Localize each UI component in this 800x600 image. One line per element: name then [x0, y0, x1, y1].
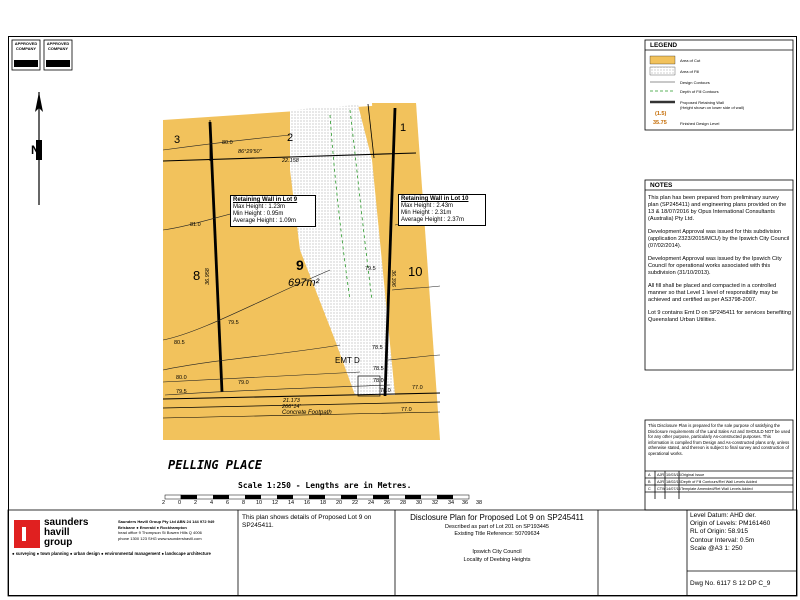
revision-table: [646, 472, 792, 493]
contour-label: 78.0: [380, 388, 391, 394]
retaining-wall-lot10-box: [398, 194, 486, 226]
lot-8-label: 8: [193, 268, 201, 283]
easement-label: EMT D: [335, 356, 360, 365]
contour-label: 77.0: [401, 407, 412, 413]
scale-ticks: 2 0 2 4 6 8 10 12 14 16 18 20 22 24 26 28 30 32 34 36 38: [162, 500, 483, 506]
wall-avg: Average Height : 1.09m: [233, 218, 296, 224]
drawing-number: Dwg No. 6117 S 12 DP C_9: [690, 580, 771, 587]
legend-item: Proposed Retaining Wall: [680, 100, 724, 105]
plan-description: This plan shows details of Proposed Lot 9 on SP245411.: [242, 514, 372, 529]
badge-label: APPROVED COMPANY: [14, 41, 38, 51]
legend-item: Design Contours: [680, 80, 710, 85]
contour-label: 78.5: [372, 345, 383, 351]
street-name: PELLING PLACE: [168, 458, 262, 472]
plan-subtitle: Described as part of Lot 201 on SP193445 Existing Title Reference: 50709634: [445, 524, 549, 537]
company-name: saunders havill group: [44, 517, 89, 548]
footpath-label: Concrete Footpath: [282, 410, 332, 416]
company-details: Saunders Havill Group Pty Ltd ABN 24 144 972 949 Brisbane ● Emerald ● Rockhampton head office 9 Thompson St Bowen Hills Q 4006 phone 1300 123 SHG www.saundershavill.com: [118, 519, 215, 541]
wall-title: Retaining Wall in Lot 10: [401, 196, 469, 202]
disclosure-text: This Disclosure Plan is prepared for the sole purpose of satisfying the Disclosure requirements of the Land Sales Act and SHOULD NOT be used for any other purpose, particularly As-constructed purposes. This information is compiled from Design and As-constructed plans only, unless otherwise stated, and thereon is subject to final survey and construction of operational works.: [648, 423, 791, 456]
contour-label: 79.5: [176, 389, 187, 395]
company-tagline: ● surveying ● town planning ● urban design ● environmental management ● landscape architecture: [12, 551, 211, 556]
note-paragraph: Development Approval was issued for this subdivision (application 2323/2015/MCU) by the Ipswich City Council (07/02/2014).: [648, 229, 790, 249]
legend-item: Finished Design Level: [680, 121, 720, 126]
revision-row: B AJR 18/02/15 Depth of Fill Contours/Ret Wall Levels Added: [648, 480, 757, 484]
lot-10-label: 10: [408, 264, 423, 279]
distance-top: 22.158: [282, 158, 299, 164]
wall-avg: Average Height : 2.37m: [401, 217, 464, 223]
legend-item: Area of Cut: [680, 58, 701, 63]
retaining-wall-lot9-box: [230, 195, 316, 227]
bearing-bottom: 266°14': [282, 404, 301, 410]
wall-min: Min Height : 2.31m: [401, 210, 452, 216]
company-logo-icon: [14, 520, 40, 548]
revision-row: A AJR 10/03/14 Original Issue: [648, 473, 705, 477]
legend-title: LEGEND: [650, 42, 678, 49]
contour-label: 80.0: [176, 375, 187, 381]
notes-body: [648, 195, 791, 330]
revision-row: C CTW 14/07/16 Template Amended/Ret Wall Levels Added: [648, 487, 753, 491]
legend-item: Depth of Fill Contours: [680, 89, 719, 94]
distance-bottom: 21.173: [283, 398, 300, 404]
legend-item: 35.75: [653, 120, 667, 126]
north-label: N: [31, 143, 40, 157]
contour-label: 79.0: [238, 380, 249, 386]
note-paragraph: Development Approval was issued by the Ipswich City Council for operational works associated with this subdivision (31/10/2013).: [648, 256, 782, 276]
lot-3-label: 3: [174, 134, 181, 146]
contour-label: 79.5: [228, 320, 239, 326]
contour-label: 80.0: [222, 140, 233, 146]
lot-9-number: 9: [296, 257, 304, 273]
wall-min: Min Height : 0.95m: [233, 211, 284, 217]
scale-title: Scale 1:250 - Lengths are in Metres.: [238, 481, 412, 490]
note-paragraph: This plan has been prepared from preliminary survey plan (SP245411) and engineering plans provided on the 13 & 18/07/2016 by Opus International Consultants (Australia) Pty Ltd.: [648, 195, 787, 222]
contour-label: 77.0: [412, 385, 423, 391]
scale-bar: [165, 495, 469, 499]
plan-council: Ipswich City Council Locality of Deebing Heights: [463, 549, 531, 563]
level-info: Level Datum: AHD der. Origin of Levels: PM161460 RL of Origin: 58.915 Contour Interval: 0.5m Scale @A3 1: 250: [690, 512, 771, 552]
contour-label: 80.5: [174, 340, 185, 346]
legend-item: (1.5): [655, 111, 667, 117]
wall-max: Max Height : 1.23m: [233, 204, 286, 210]
legend-item: (Height shown on lower side of wall): [680, 105, 745, 110]
contour-label: 78.0: [373, 378, 384, 384]
wall-max: Max Height : 2.43m: [401, 203, 454, 209]
note-paragraph: All fill shall be placed and compacted in a controlled manner so that Level 1 level of responsibility may be achieved and certified as per AS3798-2007.: [648, 283, 778, 303]
wall-title: Retaining Wall in Lot 9: [233, 197, 298, 203]
distance-right: 36.396: [390, 270, 396, 287]
lot-1-label: 1: [400, 122, 407, 134]
notes-title: NOTES: [650, 182, 673, 189]
contour-label: 78.5: [373, 366, 384, 372]
plan-title: Disclosure Plan for Proposed Lot 9 on SP245411: [410, 513, 584, 522]
bearing-top: 86°29'50": [238, 149, 262, 155]
contour-label: 81.0: [190, 222, 201, 228]
lot-2-label: 2: [287, 132, 294, 144]
contour-label: 79.5: [365, 266, 376, 272]
badge-label: APPROVED COMPANY: [46, 41, 70, 51]
note-paragraph: Lot 9 contains Emt D on SP245411 for services benefiting Queensland Urban Utilities.: [648, 310, 791, 323]
legend-swatches: [650, 56, 675, 102]
legend-item: Area of Fill: [680, 69, 700, 74]
lot-9-area: 697m²: [288, 277, 320, 289]
distance-left: 36.958: [205, 268, 211, 285]
